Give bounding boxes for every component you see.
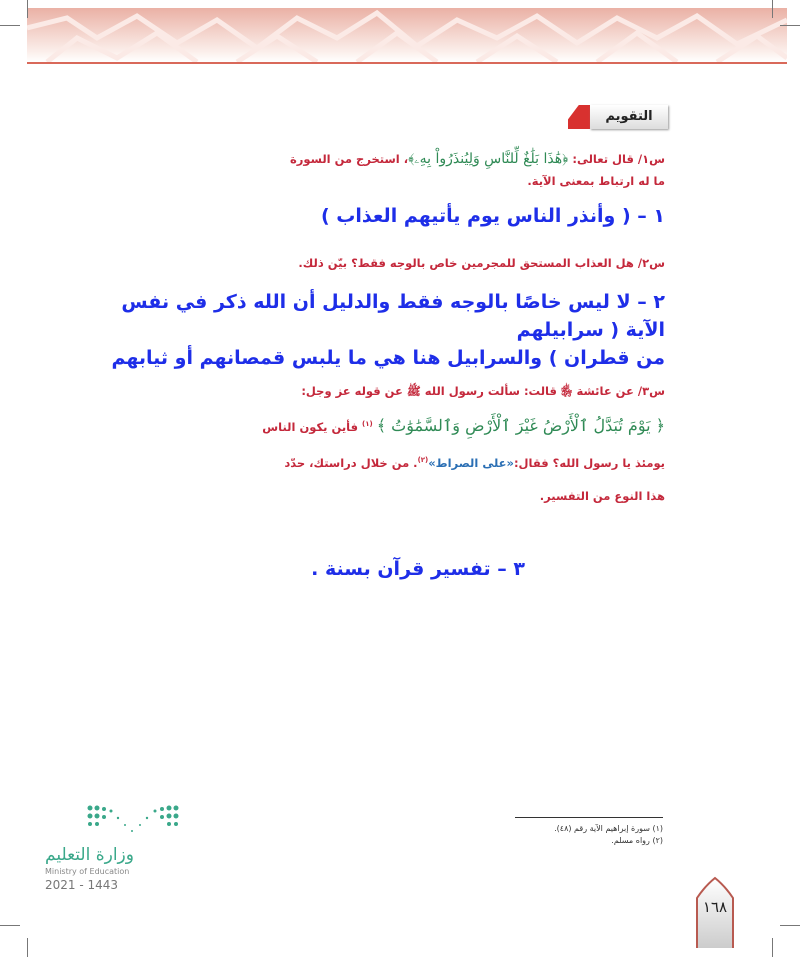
section-badge: [568, 105, 668, 129]
answer-2: [105, 288, 665, 372]
q1-suffix: ، استخرج من السورة: [290, 152, 409, 166]
logo-year: 2021 - 1443: [45, 878, 119, 892]
q3-line3b: . من خلال دراستك، حدّد: [284, 455, 418, 470]
answer-1: ١ – ( وأنذر الناس يوم يأتيهم العذاب ): [320, 205, 665, 227]
footnote-ref: (١): [362, 420, 373, 428]
footnote-ref: (٢): [417, 455, 429, 464]
footnote-rule: [515, 817, 663, 818]
q1-prefix: س١/ قال تعالى:: [572, 152, 665, 166]
crop-mark: [27, 0, 28, 18]
hadith-quote: «على الصراط»: [428, 455, 514, 470]
page-number: ١٦٨: [702, 898, 728, 916]
header-banner: [27, 8, 787, 62]
crop-mark: [772, 0, 773, 18]
footnote: (١) سورة إبراهيم الآية رقم (٤٨).: [554, 824, 663, 833]
footnote: (٢) رواه مسلم.: [611, 836, 663, 845]
crop-mark: [0, 925, 20, 926]
logo-english: Ministry of Education: [45, 867, 130, 876]
section-title: التقويم: [590, 105, 668, 129]
logo-dots-icon: [85, 803, 225, 837]
q3-line2: فأين يكون الناس: [262, 419, 358, 434]
question-1: [185, 148, 665, 192]
crop-mark: [0, 25, 20, 26]
crop-mark: [780, 925, 800, 926]
crop-mark: [27, 938, 28, 957]
q3-line4: هذا النوع من التفسير.: [539, 488, 665, 503]
logo-arabic: وزارة التعليم: [45, 845, 134, 865]
crop-mark: [772, 938, 773, 957]
footnotes: [463, 823, 663, 847]
q3-line3: يومئذ يا رسول الله؟ فقال:: [513, 455, 665, 470]
question-3: [105, 375, 665, 513]
q1-line2: ما له ارتباط بمعنى الآية.: [527, 174, 665, 188]
answer-2-line: من قطران ) والسرابيل هنا هي ما يلبس قمصانهم أو ثيابهم: [111, 347, 665, 369]
q3-line1: س٣/ عن عائشة ﵂ قالت: سألت رسول الله ﷺ عن قوله عز وجل:: [301, 384, 665, 398]
q3-verse: ﴿ يَوْمَ تُبَدَّلُ ٱلْأَرْضُ غَيْرَ ٱلْأَرْضِ وَٱلسَّمَٰوَٰتُ ﴾: [376, 415, 665, 435]
answer-2-line: ٢ – لا ليس خاصًا بالوجه فقط والدليل أن الله ذكر في نفس الآية ( سرابيلهم: [121, 291, 665, 341]
q1-verse: ﴿هَٰذَا بَلَٰغٌ لِّلنَّاسِ وَلِيُنذَرُواْ بِهِۦ﴾: [408, 151, 569, 167]
answer-3: ٣ – تفسير قرآن بسنة .: [311, 558, 525, 580]
ministry-logo: [45, 803, 185, 893]
crop-mark: [780, 25, 800, 26]
question-2: س٢/ هل العذاب المستحق للمجرمين خاص بالوجه فقط؟ بيّن ذلك.: [298, 256, 665, 270]
page-number-badge: [695, 876, 735, 948]
header-rule: [27, 62, 787, 64]
